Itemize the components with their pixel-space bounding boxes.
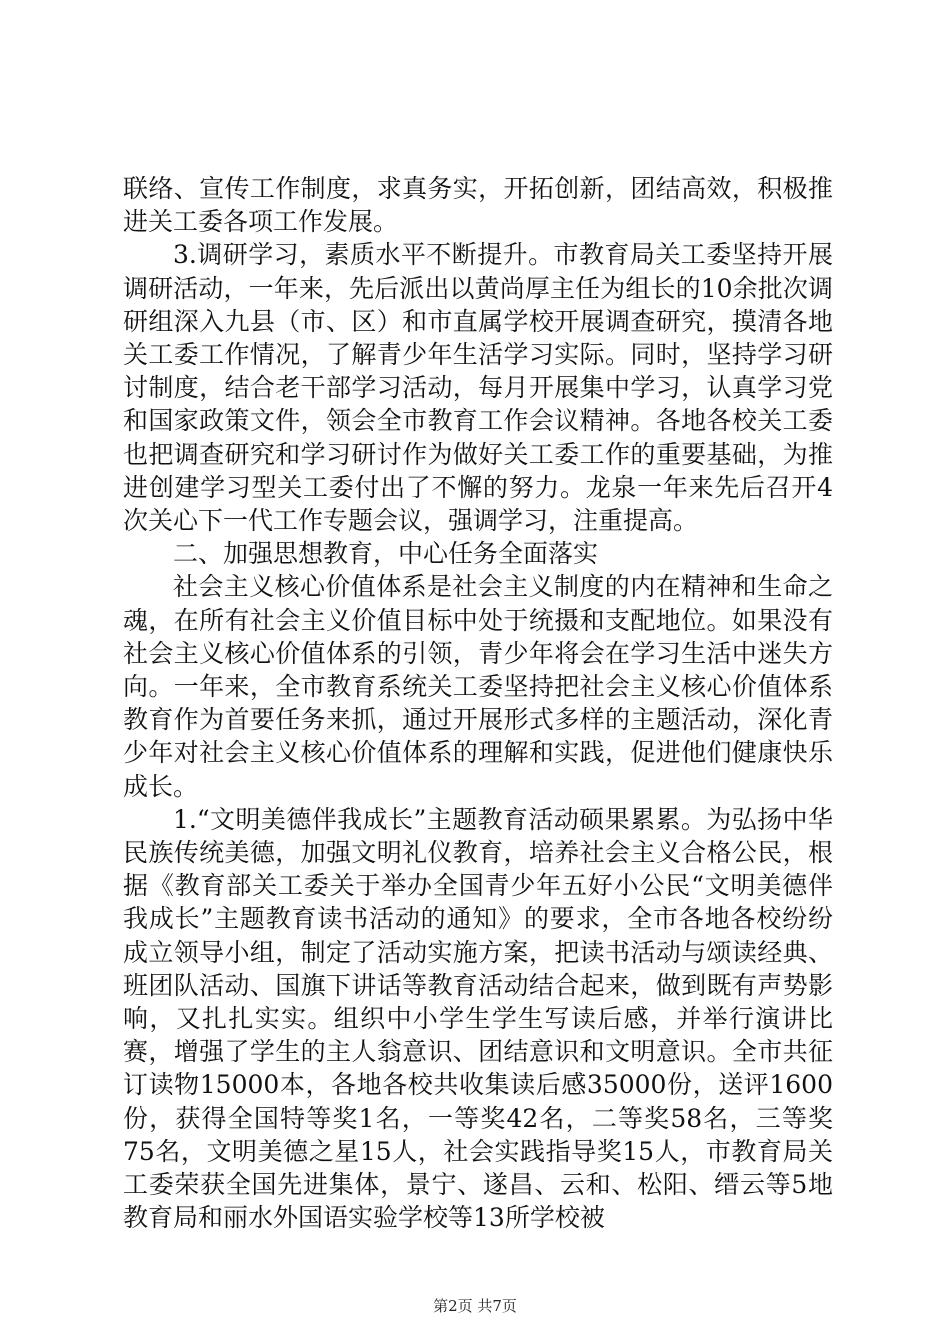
- paragraph-continuation: 联络、宣传工作制度，求真务实，开拓创新，团结高效，积极推进关工委各项工作发展。: [123, 174, 833, 237]
- paragraph-civility-activity: 1.“文明美德伴我成长”主题教育活动硕果累累。为弘扬中华民族传统美德，加强文明礼仪教育，培养社会主义合格公民，根据《教育部关工委关于举办全国青少年五好小公民“文明美德伴我成长”主题教育读书活动的通知》的要求，全市各地各校纷纷成立领导小组，制定了活动实施方案，把读书活动与颂读经典、班团队活动、国旗下讲话等教育活动结合起来，做到既有声势影响，又扎扎实实。组织中小学生学生写读后感，并举行演讲比赛，增强了学生的主人翁意识、团结意识和文明意识。全市共征订读物15000本，各地各校共收集读后感35000份，送评1600份，获得全国特等奖1名，一等奖42名，二等奖58名，三等奖75名，文明美德之星15人，社会实践指导奖15人，市教育局关工委荣获全国先进集体，景宁、遂昌、云和、松阳、缙云等5地教育局和丽水外国语实验学校等13所学校被: [123, 804, 833, 1233]
- section-heading-2: 二、加强思想教育，中心任务全面落实: [173, 539, 599, 569]
- paragraph-research-study: 3.调研学习，素质水平不断提升。市教育局关工委坚持开展调研活动，一年来，先后派出以黄尚厚主任为组长的10余批次调研组深入九县（市、区）和市直属学校开展调查研究，摸清各地关工委工作情况，了解青少年生活学习实际。同时，坚持学习研讨制度，结合老干部学习活动，每月开展集中学习，认真学习党和国家政策文件，领会全市教育工作会议精神。各地各校关工委也把调查研究和学习研讨作为做好关工委工作的重要基础，为推进创建学习型关工委付出了不懈的努力。龙泉一年来先后召开4次关心下一代工作专题会议，强调学习，注重提高。: [123, 240, 833, 536]
- document-body: [123, 172, 833, 1235]
- paragraph-core-values: 社会主义核心价值体系是社会主义制度的内在精神和生命之魂，在所有社会主义价值目标中处于统摄和支配地位。如果没有社会主义核心价值体系的引领，青少年将会在学习生活中迷失方向。一年来，全市教育系统关工委坚持把社会主义核心价值体系教育作为首要任务来抓，通过开展形式多样的主题活动，深化青少年对社会主义核心价值体系的理解和实践，促进他们健康快乐成长。: [123, 572, 833, 801]
- page-number-footer: 第2页 共7页: [433, 1297, 517, 1315]
